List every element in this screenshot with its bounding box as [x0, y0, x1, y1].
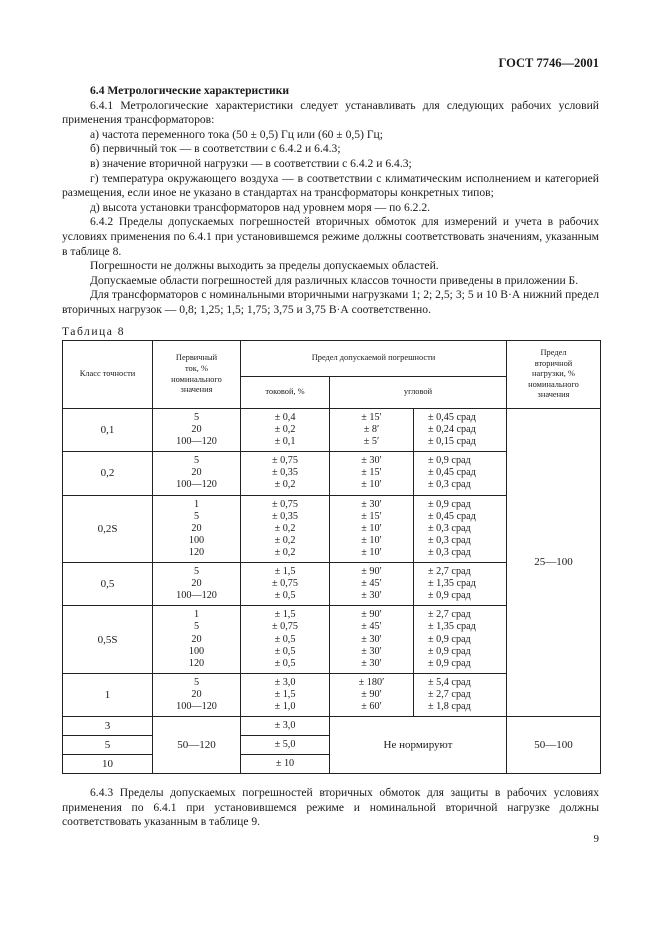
cell-current-error: ± 5,0 — [241, 736, 330, 755]
list-item-a: а) частота переменного тока (50 ± 0,5) Гц или (60 ± 0,5) Гц; — [90, 127, 383, 141]
cell-primary-low: 50—120 — [153, 717, 241, 774]
header-load-limit: Предел вторичной нагрузки, % номинального значения — [507, 341, 601, 409]
cell-not-normalized: Не нормируют — [330, 717, 507, 774]
paragraph-6-4-2: 6.4.2 Пределы допускаемых погрешностей вторичных обмоток для измерений и учета в рабочих условиях применения по 6.4.1 при установившемся режиме должны соответствовать значениям, указанным в таблице 8. — [62, 215, 599, 258]
list-item-b: б) первичный ток — в соответствии с 6.4.2 и 6.4.3; — [90, 142, 341, 156]
list-item-d: д) высота установки трансформаторов над уровнем моря — по 6.2.2. — [90, 200, 431, 214]
cell-angle-minutes: ± 180′ ± 90′ ± 60′ — [330, 673, 414, 716]
cell-current-error: ± 3,0 — [241, 717, 330, 736]
cell-current-error: ± 10 — [241, 755, 330, 774]
table-8 — [62, 340, 601, 774]
cell-angle-crad: ± 0,45 срад ± 0,24 срад ± 0,15 срад — [414, 409, 507, 452]
after-table — [62, 786, 599, 830]
header-error-limit: Предел допускаемой погрешности — [241, 341, 507, 377]
cell-current-error: ± 0,75 ± 0,35 ± 0,2 ± 0,2 ± 0,2 — [241, 495, 330, 562]
table-caption: Таблица 8 — [62, 325, 126, 338]
list-item-g: г) температура окружающего воздуха — в соответствии с климатическим исполнением и категорией размещения, если иное не указано в стандартах на трансформаторы конкретных типов; — [62, 171, 599, 200]
table-row — [63, 717, 601, 736]
header-current-error: токовой, % — [241, 377, 330, 409]
cell-primary: 1 5 20 100 120 — [153, 495, 241, 562]
cell-primary: 1 5 20 100 120 — [153, 606, 241, 673]
cell-primary: 5 20 100—120 — [153, 452, 241, 495]
table-row — [63, 409, 601, 452]
document-id: ГОСТ 7746—2001 — [498, 56, 599, 70]
cell-class: 1 — [63, 673, 153, 716]
section-heading: 6.4 Метрологические характеристики — [90, 84, 290, 97]
paragraph-6-4-1: 6.4.1 Метрологические характеристики следует устанавливать для следующих рабочих условий применения трансформаторов: — [62, 98, 599, 127]
paragraph-loads: Для трансформаторов с номинальными вторичными нагрузками 1; 2; 2,5; 3; 5 и 10 В·А нижний предел вторичных нагрузок — 0,8; 1,25; 1,5; 1,75; 3,75 и 3,75 В·А соответственно. — [62, 288, 599, 316]
header-primary-current: Первичный ток, % номинального значения — [153, 341, 241, 409]
cell-class: 3 — [63, 717, 153, 736]
cell-class: 10 — [63, 755, 153, 774]
cell-class: 0,2 — [63, 452, 153, 495]
cell-class: 5 — [63, 736, 153, 755]
paragraph-6-4-3: 6.4.3 Пределы допускаемых погрешностей вторичных обмоток для защиты в рабочих условиях применения по 6.4.1 при установившемся режиме и номинальной вторичной нагрузке должны соответствовать указанным в таблице 9. — [62, 786, 599, 829]
cell-class: 0,2S — [63, 495, 153, 562]
cell-class: 0,1 — [63, 409, 153, 452]
cell-class: 0,5 — [63, 563, 153, 606]
cell-angle-minutes: ± 15′ ± 8′ ± 5′ — [330, 409, 414, 452]
header-class: Класс точности — [63, 341, 153, 409]
cell-current-error: ± 0,75 ± 0,35 ± 0,2 — [241, 452, 330, 495]
page-number: 9 — [593, 833, 599, 845]
cell-current-error: ± 0,4 ± 0,2 ± 0,1 — [241, 409, 330, 452]
cell-angle-minutes: ± 90′ ± 45′ ± 30′ ± 30′ ± 30′ — [330, 606, 414, 673]
cell-current-error: ± 3,0 ± 1,5 ± 1,0 — [241, 673, 330, 716]
cell-class: 0,5S — [63, 606, 153, 673]
list-item-v: в) значение вторичной нагрузки — в соответствии с 6.4.2 и 6.4.3; — [90, 156, 412, 170]
cell-angle-crad: ± 0,9 срад ± 0,45 срад ± 0,3 срад ± 0,3 срад ± 0,3 срад — [414, 495, 507, 562]
cell-angle-minutes: ± 30′ ± 15′ ± 10′ — [330, 452, 414, 495]
cell-angle-crad: ± 5,4 срад ± 2,7 срад ± 1,8 срад — [414, 673, 507, 716]
cell-current-error: ± 1,5 ± 0,75 ± 0,5 ± 0,5 ± 0,5 — [241, 606, 330, 673]
cell-angle-crad: ± 2,7 срад ± 1,35 срад ± 0,9 срад — [414, 563, 507, 606]
cell-primary: 5 20 100—120 — [153, 563, 241, 606]
section-body — [62, 84, 599, 318]
cell-angle-crad: ± 2,7 срад ± 1,35 срад ± 0,9 срад ± 0,9 срад ± 0,9 срад — [414, 606, 507, 673]
cell-angle-crad: ± 0,9 срад ± 0,45 срад ± 0,3 срад — [414, 452, 507, 495]
cell-current-error: ± 1,5 ± 0,75 ± 0,5 — [241, 563, 330, 606]
cell-primary: 5 20 100—120 — [153, 673, 241, 716]
cell-primary: 5 20 100—120 — [153, 409, 241, 452]
paragraph-areas: Допускаемые области погрешностей для различных классов точности приведены в приложении Б. — [90, 273, 579, 287]
cell-load-bottom: 50—100 — [507, 717, 601, 774]
paragraph-errors: Погрешности не должны выходить за пределы допускаемых областей. — [90, 259, 439, 273]
cell-angle-minutes: ± 90′ ± 45′ ± 30′ — [330, 563, 414, 606]
cell-load-top: 25—100 — [507, 409, 601, 717]
cell-angle-minutes: ± 30′ ± 15′ ± 10′ ± 10′ ± 10′ — [330, 495, 414, 562]
header-angular-error: угловой — [330, 377, 507, 409]
